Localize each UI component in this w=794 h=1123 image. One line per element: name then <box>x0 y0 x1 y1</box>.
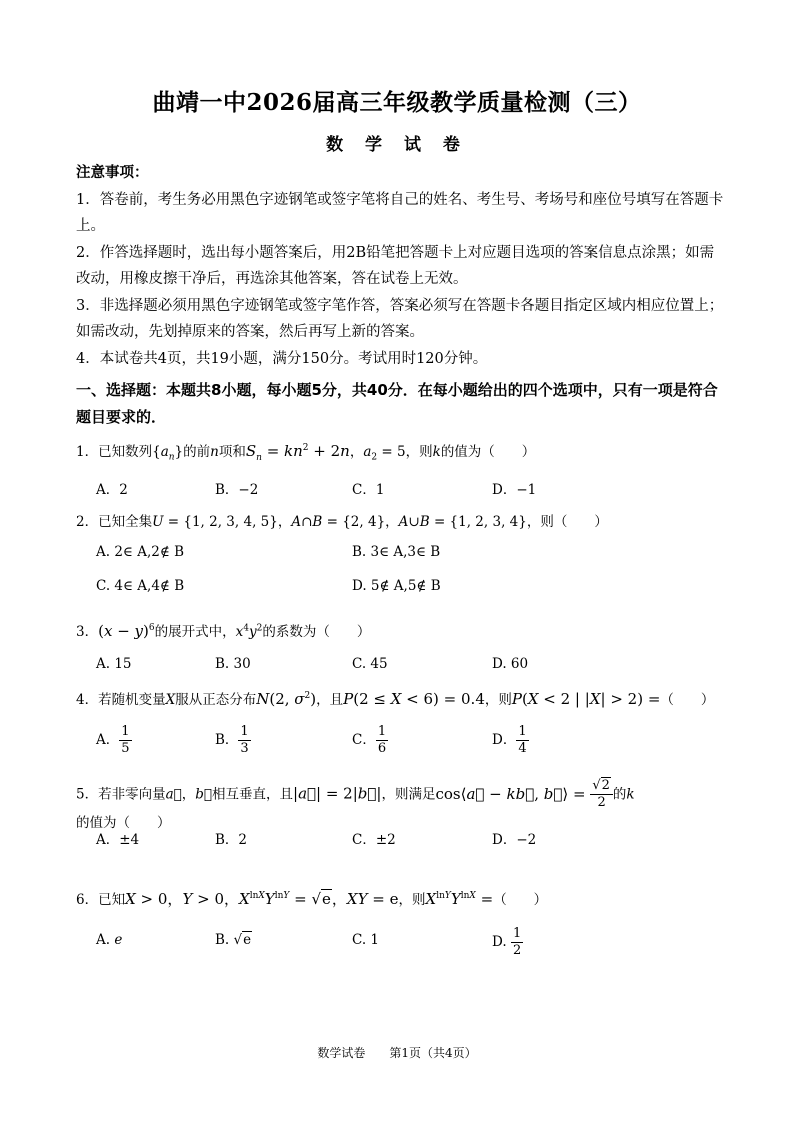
q1-formula-sum: $S_n = kn^2 + 2n$ <box>245 442 350 463</box>
q6-text: （ ） <box>493 892 548 908</box>
q3-option-a: A. 15 <box>96 656 132 672</box>
notice-block <box>76 160 726 372</box>
q1-option-b: B．−2 <box>215 482 259 498</box>
q4-text: （ ） <box>660 692 715 708</box>
q4-option-b: B． $\frac{1}{3}$ <box>215 724 249 756</box>
notice-item: 3．非选择题必须用黑色字迹钢笔或签字笔作答，答案必须写在答题卡各题目指定区域内相应位置上；如需改动，先划掉原来的答案，然后再写上新的答案。 <box>76 297 724 340</box>
q4-text: 服从正态分布 <box>175 692 257 708</box>
q5-formula-cos: cos⟨a⃗ − kb⃗, b⃗⟩ = $\frac{√2}{2}$ <box>435 785 612 803</box>
q4-text: ，则 <box>484 692 512 708</box>
q4-option-c: C． $\frac{1}{6}$ <box>352 724 387 756</box>
question-4 <box>76 688 726 708</box>
question-3 <box>76 620 726 640</box>
q4-text: ，且 <box>316 692 344 708</box>
q3-text: 的展开式中， <box>154 624 236 640</box>
q2-text: ，则（ ） <box>526 514 608 530</box>
q4-text: 4．若随机变量 <box>76 692 166 708</box>
q3-formula-binomial: $(x - y)^6$ <box>98 622 155 640</box>
notice-heading: 注意事项： <box>76 165 149 181</box>
q3-option-c: C. 45 <box>352 656 388 672</box>
q5-option-d: D．−2 <box>492 832 537 848</box>
q6-option-a: A. e <box>96 932 123 948</box>
q4-frac-a: $\frac{1}{5}$ <box>121 724 130 756</box>
q5-text: ，则满足 <box>381 786 436 803</box>
q5-formula-a: a⃗ <box>165 786 182 803</box>
q5-formula-norm: |a⃗| = 2|b⃗| <box>293 784 382 803</box>
q5-formula-k: k <box>626 786 635 803</box>
q2-formula-sets: U = {1, 2, 3, 4, 5}，A∩B = {2, 4}，A∪B = {1, 2, 3, 4} <box>152 514 527 530</box>
q4-formula-x: X <box>165 692 176 708</box>
q5-text: ， <box>181 786 196 803</box>
q4-formula-cond: P(X < 2 | |X| > 2) = <box>511 690 661 708</box>
q5-option-c: C．±2 <box>352 832 396 848</box>
q5-option-b: B．2 <box>215 832 248 848</box>
q1-option-d: D．−1 <box>492 482 537 498</box>
notice-item: 1．答卷前，考生务必用黑色字迹钢笔或签字笔将自己的姓名、考生号、考场号和座位号填写在答题卡上。 <box>76 191 724 234</box>
q6-text: ，则 <box>398 892 426 908</box>
q3-formula-term: $x^4y^2$ <box>235 623 263 640</box>
q5-text: 的 <box>612 786 627 803</box>
notice-item: 2．作答选择题时，选出每小题答案后，用2B铅笔把答题卡上对应题目选项的答案信息点涂黑；如需改动，用橡皮擦干净后，再选涂其他答案，答在试卷上无效。 <box>76 244 715 287</box>
question-6 <box>76 888 726 909</box>
q1-formula-k: k <box>432 444 441 460</box>
section-heading: 一、选择题：本题共8小题，每小题5分，共40分．在每小题给出的四个选项中，只有一项是符合题目要求的． <box>76 381 718 426</box>
q4-option-a: A． $\frac{1}{5}$ <box>96 724 130 756</box>
q2-option-b: B. 3∈ A,3∈ B <box>352 544 441 560</box>
q6-option-d: D. $\frac{1}{2}$ <box>492 926 522 958</box>
q4-frac-c: $\frac{1}{6}$ <box>377 724 387 756</box>
q2-option-d: D. 5∉ A,5∉ B <box>352 578 441 594</box>
q6-text: 6．已知 <box>76 892 126 908</box>
q3-text: 的系数为（ ） <box>262 624 371 640</box>
q1-formula-a2: $a_2 = 5$ <box>363 444 406 463</box>
q6-option-c: C. 1 <box>352 932 380 948</box>
q4-option-d: D． $\frac{1}{4}$ <box>492 724 527 756</box>
q4-frac-b: $\frac{1}{3}$ <box>240 724 249 756</box>
q1-formula-seq: $\{a_n\}$ <box>152 444 184 463</box>
q2-option-a: A. 2∈ A,2∉ B <box>96 544 185 560</box>
q5-text: 相互垂直，且 <box>212 786 293 803</box>
q5-option-a: A．±4 <box>96 832 140 848</box>
q1-text: 项和 <box>218 444 246 460</box>
q4-frac-d: $\frac{1}{4}$ <box>518 724 527 756</box>
page-title: 曲靖一中2026届高三年级教学质量检测（三） <box>152 89 642 116</box>
page-subtitle: 数 学 试 卷 <box>326 135 468 155</box>
q4-formula-normal: N(2, $\sigma^2$) <box>256 690 317 708</box>
question-5 <box>76 778 726 831</box>
q1-option-a: A．2 <box>96 482 128 498</box>
q1-option-c: C．1 <box>352 482 385 498</box>
q3-option-b: B. 30 <box>215 656 251 672</box>
q1-text: ，则 <box>405 444 433 460</box>
q2-option-c: C. 4∈ A,4∉ B <box>96 578 185 594</box>
q1-text: 的值为（ ） <box>440 444 536 460</box>
q5-formula-b: b⃗ <box>195 786 212 803</box>
question-2 <box>76 510 726 530</box>
q1-text: 的前 <box>183 444 211 460</box>
q6-formula-target: $X^{lnY}Y^{lnX}$ = <box>425 890 494 908</box>
q4-formula-prob: P(2 ≤ X < 6) = 0.4 <box>343 690 485 708</box>
q1-text: 1．已知数列 <box>76 444 153 460</box>
q3-option-d: D. 60 <box>492 656 529 672</box>
q1-formula-n: n <box>210 444 219 460</box>
question-1: 1．已知数列$\{a_n\}$的前n项和$S_n = kn^2 + 2n$，$a_2 = 5$，则k的值为（ ） <box>76 442 536 463</box>
q3-text: 3． <box>76 624 99 640</box>
q2-text: 2．已知全集 <box>76 514 153 530</box>
q5-text: 的值为（ ） <box>76 815 171 831</box>
q6-option-b: B. √e <box>215 932 252 948</box>
notice-item: 4．本试卷共4页，共19小题，满分150分。考试用时120分钟。 <box>76 350 488 367</box>
q5-text: 5．若非零向量 <box>76 786 166 803</box>
q6-formula-cond: X > 0，Y > 0，$X^{lnX}Y^{lnY} = √e$，XY = e <box>125 890 399 908</box>
page-footer: 数学试卷 第1页（共4页） <box>317 1046 477 1060</box>
